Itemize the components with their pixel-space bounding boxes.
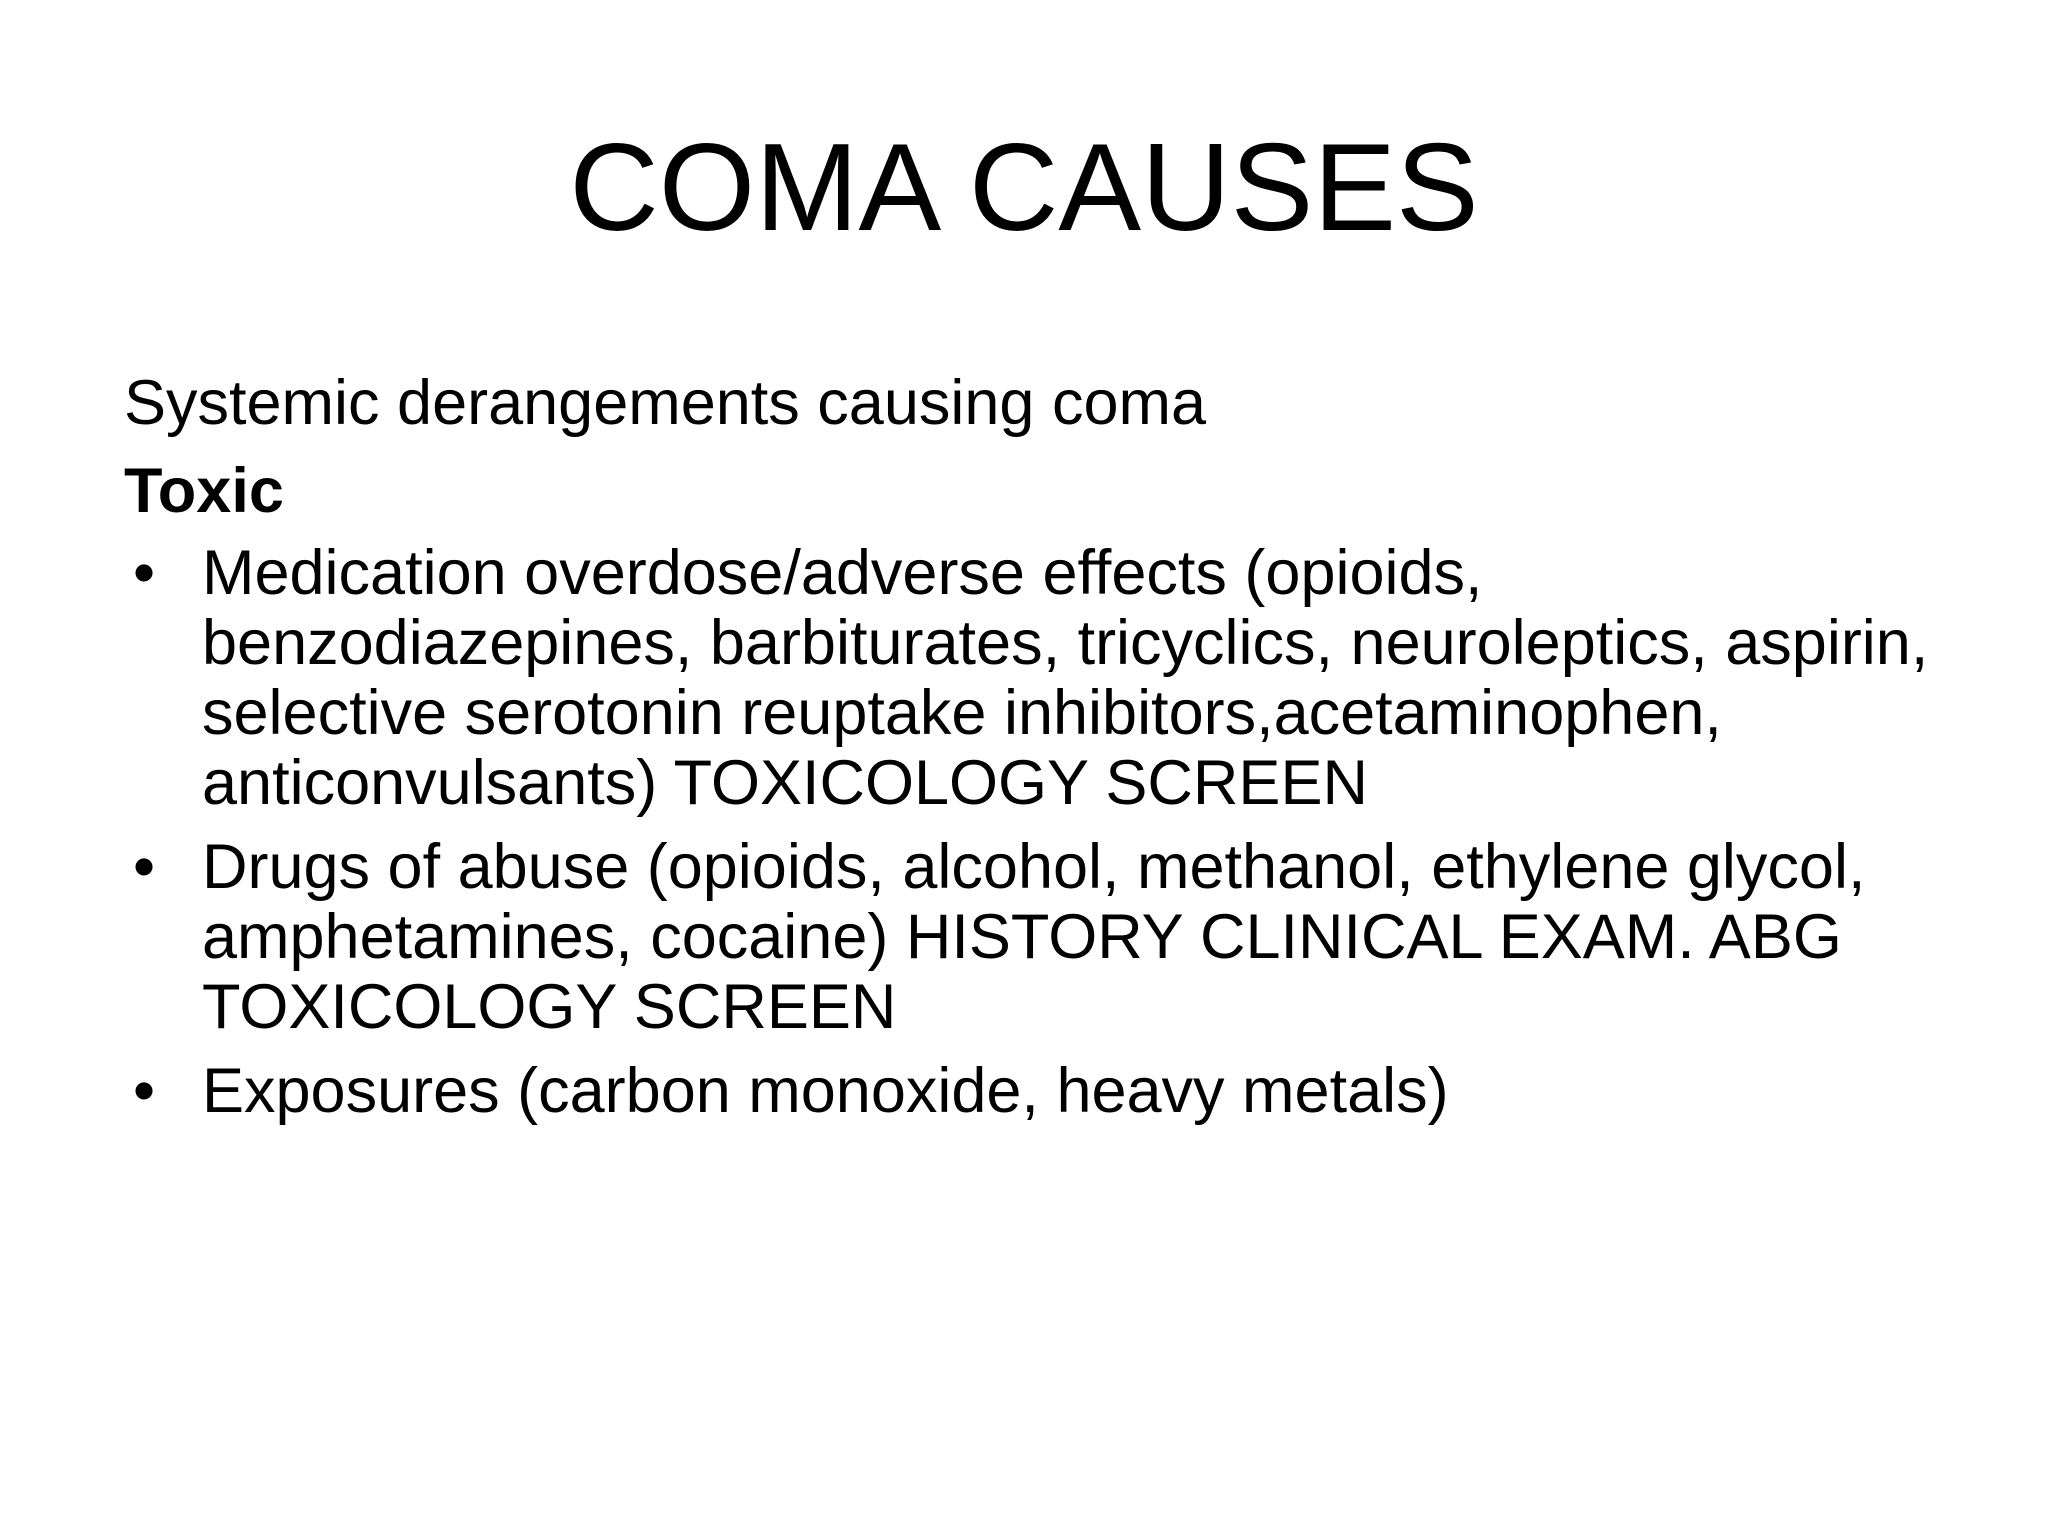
bullet-item-medication — [124, 538, 1944, 818]
bullet-list — [124, 538, 1944, 1126]
bullet-text: Medication overdose/adverse effects (opioids, benzodiazepines, barbiturates, tricyclics, neuroleptics, aspirin, selective serotonin reuptake inhibitors,acetaminophen, anticonvulsants) TOXICOLOGY SCREEN — [202, 538, 1929, 818]
bullet-dot-icon: • — [132, 1056, 156, 1126]
slide-title: COMA CAUSES — [569, 119, 1479, 257]
slide-body — [124, 368, 1944, 1140]
section-heading-toxic: Toxic — [124, 456, 284, 526]
bullet-text: Drugs of abuse (opioids, alcohol, methanol, ethylene glycol, amphetamines, cocaine) HISTORY CLINICAL EXAM. ABG TOXICOLOGY SCREEN — [202, 832, 1866, 1042]
bullet-item-exposures — [124, 1056, 1944, 1126]
bullet-text: Exposures (carbon monoxide, heavy metals) — [202, 1056, 1449, 1126]
bullet-dot-icon: • — [132, 538, 156, 608]
bullet-dot-icon: • — [132, 832, 156, 902]
intro-text: Systemic derangements causing coma — [124, 368, 1207, 438]
bullet-item-drugs-of-abuse — [124, 832, 1944, 1042]
